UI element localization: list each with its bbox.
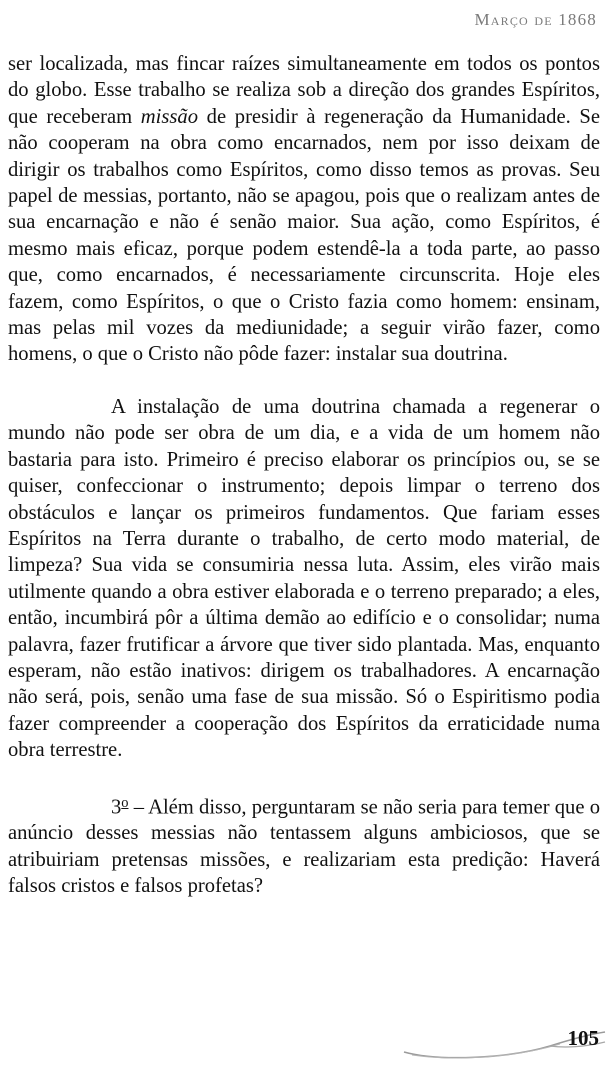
page-body — [8, 51, 600, 900]
running-header: Março de 1868 — [474, 10, 597, 29]
paragraph-1-text: ser localizada, mas fincar raízes simultaneamente em todos os pontos do globo. Esse trabalho se realiza sob a direção dos grandes Espíritos, que receberam — [8, 53, 600, 128]
page-number: 105 — [567, 1026, 599, 1050]
paragraph-3-ordinal: o — [121, 794, 129, 811]
paragraph-3-text: – Além disso, perguntaram se não seria para temer que o anúncio desses messias não tentassem alguns ambiciosos, que se atribuiriam pretensas missões, e realizariam esta predição: Haverá falsos cristos e falsos profetas? — [8, 796, 600, 898]
paragraph-3-number: 3 — [111, 796, 122, 819]
paragraph-1-rest: de presidir à regeneração da Humanidade. Se não cooperam na obra como encarnados, nem por isso deixam de dirigir os trabalhos como Espíritos, como disso temos as provas. Seu papel de messias, portanto, não se apagou, pois que o realizam antes de sua encarnação e não é senão maior. Sua ação, como Espíritos, é mesmo mais eficaz, porque podem estendê-la a toda parte, ao passo que, como encarnados, é necessariamente circunscrita. Hoje eles fazem, como Espíritos, o que o Cristo fazia como homem: ensinam, mas pelas mil vozes da mediunidade; a seguir virão fazer, como homens, o que o Cristo não pôde fazer: instalar sua doutrina. — [8, 105, 600, 366]
paragraph-3 — [8, 790, 600, 900]
paragraph-1 — [8, 51, 600, 368]
paragraph-1-emphasis: missão — [140, 105, 199, 128]
paragraph-2-text: A instalação de uma doutrina chamada a regenerar o mundo não pode ser obra de um dia, e a vida de um homem não bastaria para isto. Primeiro é preciso elaborar os princípios ou, se se quiser, confeccionar o instrumento; depois limpar o terreno dos obstáculos e lançar os primeiros fundamentos. Que fariam esses Espíritos na Terra durante o trabalho, de certo modo material, de limpeza? Sua vida se consumiria nessa luta. Assim, eles virão mais utilmente quando a obra estiver elaborada e o terreno preparado; a eles, então, incumbirá pôr a última demão ao edifício e o consolidar; numa palavra, fazer frutificar a árvore que tiver sido plantada. Mas, enquanto esperam, não estão inativos: dirigem os trabalhadores. A encarnação não será, pois, senão uma fase de sua missão. Só o Espiritismo podia fazer compreender a cooperação dos Espíritos da erraticidade numa obra terrestre. — [8, 395, 600, 762]
paragraph-2 — [8, 394, 600, 764]
